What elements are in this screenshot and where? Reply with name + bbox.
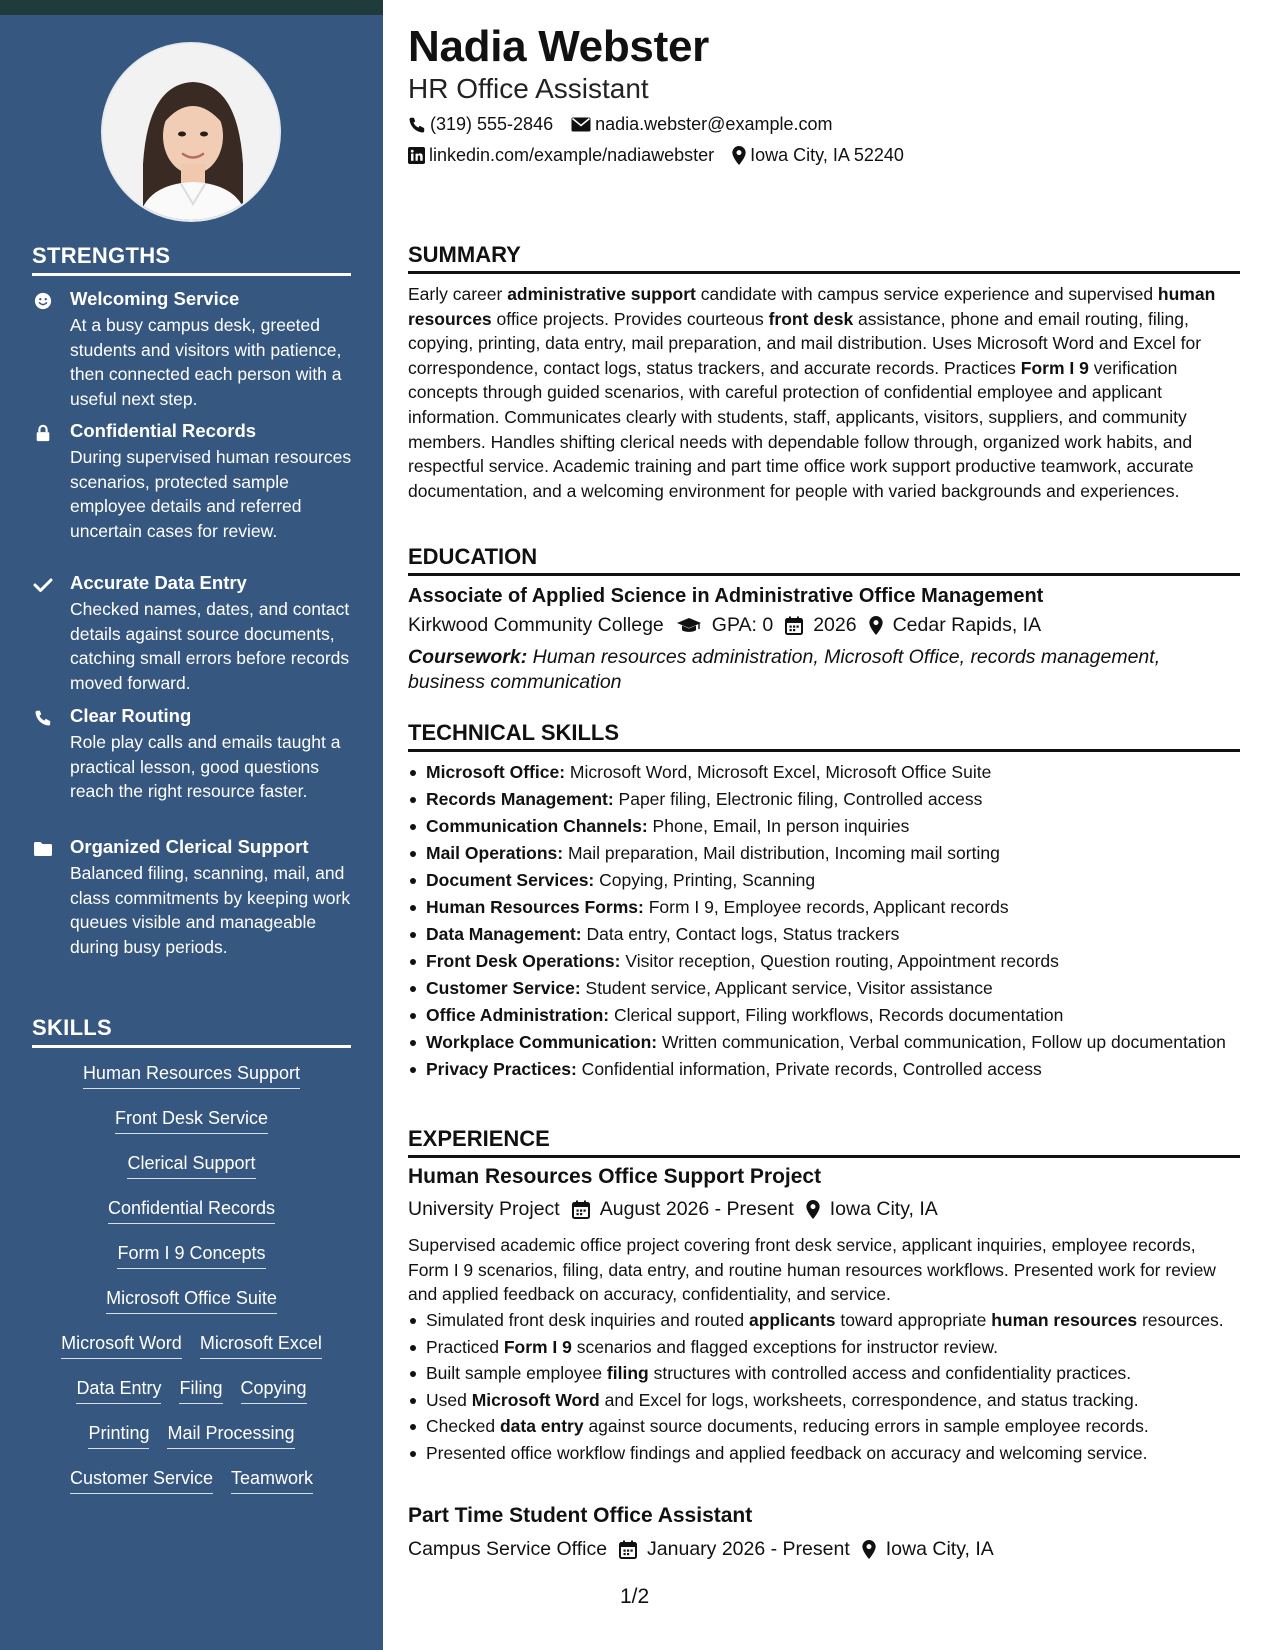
skill-row	[32, 1288, 351, 1314]
coursework-label: Coursework:	[408, 646, 528, 668]
linkedin-icon	[408, 147, 425, 164]
skill-chip: Clerical Support	[127, 1153, 255, 1179]
skill-category: Document Services:	[426, 870, 595, 890]
skill-chip: Human Resources Support	[83, 1063, 300, 1089]
emphasis-text: applicants	[748, 1310, 836, 1330]
calendar-icon	[785, 616, 803, 635]
job-location: Iowa City, IA	[829, 1198, 938, 1220]
skill-values: Copying, Printing, Scanning	[594, 870, 816, 890]
envelope-icon	[571, 117, 591, 132]
emphasis-text: Form I 9	[1020, 357, 1089, 378]
skill-chip: Microsoft Office Suite	[106, 1288, 277, 1314]
text-run: verification concepts through guided scenarios, with careful protection of confidential employee and applicant information. Communicates clearly with students, staff, applicants, visitors, suppliers, and community members. Handles shifting clerical needs with dependable follow through, organized work habits, and respectful service. Academic training and part time office work support productive teamwork, accurate documentation, and a welcoming environment for people with varied backgrounds and experiences.	[408, 357, 1194, 501]
text-run: candidate with campus service experience and supervised	[695, 284, 1158, 304]
text-run: resources.	[1137, 1310, 1224, 1330]
strength-text: Role play calls and emails taught a practical lesson, good questions reach the right resource faster.	[70, 732, 341, 801]
skill-chip: Confidential Records	[108, 1198, 275, 1224]
skill-chip: Mail Processing	[167, 1423, 294, 1449]
text-run: Checked	[426, 1416, 500, 1436]
emphasis-text: data entry	[499, 1416, 584, 1436]
skill-category: Microsoft Office:	[426, 762, 566, 782]
smile-icon	[32, 290, 54, 312]
job-bullets	[408, 1308, 1240, 1467]
skill-row	[32, 1063, 351, 1089]
text-run: Presented office workflow findings and applied feedback on accuracy and welcoming service.	[426, 1442, 1148, 1463]
skill-row	[32, 1333, 351, 1359]
map-pin-icon	[806, 1200, 820, 1219]
technical-skill-item	[408, 922, 1240, 947]
summary-divider	[408, 271, 1240, 274]
skill-category: Records Management:	[426, 789, 614, 809]
experience-heading: EXPERIENCE	[408, 1126, 550, 1151]
technical-skill-item	[408, 1030, 1240, 1055]
technical-skill-item	[408, 976, 1240, 1001]
job-bullet	[408, 1441, 1240, 1466]
education-heading: EDUCATION	[408, 544, 538, 569]
text-run: assistance, phone and email routing, filing, copying, printing, data entry, mail preparation, and mail distribution. Uses Microsoft Word and Excel for correspondence, contact logs, status trackers, and accurate records. Practices	[408, 308, 1202, 378]
skill-chip: Microsoft Word	[61, 1333, 182, 1359]
strengths-divider	[32, 273, 351, 276]
text-run: Built sample employee	[426, 1363, 607, 1383]
skill-chip: Copying	[241, 1378, 307, 1404]
emphasis-text: human resources	[991, 1310, 1138, 1330]
technical-skill-item	[408, 895, 1240, 920]
skill-category: Workplace Communication:	[426, 1032, 658, 1052]
check-icon	[32, 574, 54, 596]
job-meta	[408, 1198, 938, 1221]
technical-skill-item	[408, 868, 1240, 893]
skill-row	[32, 1378, 351, 1404]
technical-skill-item	[408, 814, 1240, 839]
skill-category: Data Management:	[426, 924, 582, 944]
coursework	[408, 645, 1240, 694]
skill-values: Form I 9, Employee records, Applicant records	[643, 897, 1009, 917]
education-divider	[408, 573, 1240, 576]
technical-skill-item	[408, 1003, 1240, 1028]
candidate-name: Nadia Webster	[408, 22, 709, 71]
phone-number: (319) 555-2846	[430, 114, 554, 134]
skill-values: Visitor reception, Question routing, Appointment records	[620, 951, 1059, 971]
strength-text: During supervised human resources scenarios, protected sample employee details and referred uncertain cases for review.	[70, 447, 352, 541]
skill-chip: Data Entry	[76, 1378, 161, 1404]
job-org: Campus Service Office	[408, 1538, 608, 1560]
calendar-icon	[619, 1540, 637, 1559]
skill-chip: Filing	[179, 1378, 222, 1404]
strengths-heading: STRENGTHS	[32, 243, 171, 268]
technical-skill-item	[408, 949, 1240, 974]
job-description: Supervised academic office project covering front desk service, applicant inquiries, employee records, Form I 9 scenarios, filing, data entry, and routine human resources workflows. Presented work for review and applied feedback on accuracy, confidentiality, and service.	[408, 1235, 1216, 1304]
job-bullet	[408, 1308, 1240, 1333]
strength-title: Clear Routing	[70, 705, 192, 726]
job-location: Iowa City, IA	[885, 1538, 994, 1560]
skill-values: Confidential information, Private records, Controlled access	[576, 1059, 1042, 1079]
strength-text: At a busy campus desk, greeted students and visitors with patience, then connected each person with a useful next step.	[70, 315, 342, 409]
skills-divider	[32, 1045, 351, 1048]
summary-text	[408, 282, 1240, 503]
skill-chip: Teamwork	[231, 1468, 313, 1494]
technical-skills-list	[408, 760, 1240, 1084]
job-bullet	[408, 1361, 1240, 1386]
text-run: structures with controlled access and confidentiality practices.	[648, 1363, 1132, 1383]
job-meta	[408, 1538, 994, 1561]
skill-category: Customer Service:	[426, 978, 581, 998]
linkedin-contact[interactable]	[408, 145, 714, 166]
folder-icon	[32, 838, 54, 860]
emphasis-text: administrative support	[507, 284, 696, 304]
skill-category: Mail Operations:	[426, 843, 564, 863]
skill-values: Microsoft Word, Microsoft Excel, Microsoft Office Suite	[565, 762, 992, 782]
skill-category: Front Desk Operations:	[426, 951, 621, 971]
job-bullet	[408, 1388, 1240, 1413]
strength-title: Welcoming Service	[70, 288, 240, 309]
job-title: Part Time Student Office Assistant	[408, 1504, 753, 1527]
skill-category: Privacy Practices:	[426, 1059, 577, 1079]
text-run: against source documents, reducing errors in sample employee records.	[583, 1416, 1149, 1436]
skill-row	[32, 1198, 351, 1224]
skill-values: Student service, Applicant service, Visitor assistance	[580, 978, 993, 998]
job-bullet	[408, 1335, 1240, 1360]
skill-category: Office Administration:	[426, 1005, 610, 1025]
calendar-icon	[572, 1200, 590, 1219]
job-dates: January 2026 - Present	[647, 1538, 850, 1560]
skill-chip: Printing	[88, 1423, 149, 1449]
strength-title: Accurate Data Entry	[70, 572, 247, 593]
text-run: toward appropriate	[835, 1310, 992, 1330]
job-org: University Project	[408, 1198, 560, 1220]
page-number: 1/2	[620, 1585, 650, 1608]
emphasis-text: Microsoft Word	[471, 1389, 600, 1410]
profile-photo	[101, 42, 281, 222]
contact-row	[408, 145, 922, 166]
text-run: Simulated front desk inquiries and routed	[426, 1310, 749, 1330]
summary-heading: SUMMARY	[408, 242, 521, 267]
strength-title: Confidential Records	[70, 420, 257, 441]
text-run: office projects. Provides courteous	[491, 308, 769, 329]
text-run: Early career	[408, 284, 508, 304]
job-bullet	[408, 1414, 1240, 1439]
text-run: Practiced	[426, 1336, 504, 1357]
skill-values: Mail preparation, Mail distribution, Incoming mail sorting	[563, 843, 1000, 863]
skill-row	[32, 1243, 351, 1269]
map-pin-icon	[732, 146, 746, 165]
contact-row	[408, 114, 850, 135]
skill-chip: Front Desk Service	[115, 1108, 268, 1134]
skill-row	[32, 1108, 351, 1134]
text-run: Used	[426, 1389, 472, 1410]
school-name: Kirkwood Community College	[408, 614, 664, 636]
skill-chip: Microsoft Excel	[200, 1333, 322, 1359]
skill-values: Clerical support, Filing workflows, Records documentation	[609, 1005, 1064, 1025]
email-address[interactable]: nadia.webster@example.com	[595, 114, 833, 134]
linkedin-url[interactable]: linkedin.com/example/nadiawebster	[429, 145, 715, 165]
technical-skill-item	[408, 787, 1240, 812]
phone-icon	[32, 707, 54, 729]
map-pin-icon	[869, 616, 883, 635]
job-title: Human Resources Office Support Project	[408, 1165, 822, 1188]
strength-title: Organized Clerical Support	[70, 836, 309, 857]
education-meta	[408, 614, 1041, 637]
skill-values: Written communication, Verbal communication, Follow up documentation	[657, 1032, 1226, 1052]
experience-divider	[408, 1155, 1240, 1158]
emphasis-text: Form I 9	[503, 1336, 572, 1357]
technical-skills-divider	[408, 749, 1240, 752]
technical-skill-item	[408, 1057, 1240, 1082]
map-pin-icon	[862, 1540, 876, 1559]
skill-values: Paper filing, Electronic filing, Controlled access	[613, 789, 983, 809]
text-run: scenarios and flagged exceptions for instructor review.	[571, 1336, 998, 1357]
email-contact[interactable]	[571, 114, 832, 135]
technical-skill-item	[408, 841, 1240, 866]
lock-icon	[32, 422, 54, 444]
skill-values: Phone, Email, In person inquiries	[647, 816, 910, 836]
degree-title: Associate of Applied Science in Administrative Office Management	[408, 585, 1044, 607]
skill-chip: Form I 9 Concepts	[117, 1243, 265, 1269]
skill-category: Human Resources Forms:	[426, 897, 644, 917]
skill-values: Data entry, Contact logs, Status trackers	[581, 924, 900, 944]
top-accent-bar	[0, 0, 383, 15]
skill-row	[32, 1423, 351, 1449]
location-contact	[732, 145, 904, 166]
skill-row	[32, 1468, 351, 1494]
graduation-cap-icon	[676, 617, 702, 635]
skill-row	[32, 1153, 351, 1179]
skills-heading: SKILLS	[32, 1015, 113, 1040]
skill-chip: Customer Service	[70, 1468, 213, 1494]
phone-contact	[408, 114, 553, 135]
text-run: and Excel for logs, worksheets, correspondence, and status tracking.	[599, 1389, 1139, 1410]
job-dates: August 2026 - Present	[599, 1198, 794, 1220]
emphasis-text: human resources	[408, 284, 1216, 329]
phone-icon	[408, 116, 426, 134]
gpa-value: GPA: 0	[711, 614, 774, 636]
sidebar	[0, 15, 383, 1650]
coursework-list: Human resources administration, Microsoft Office, records management, business communication	[408, 646, 1161, 693]
strength-text: Balanced filing, scanning, mail, and class commitments by keeping work queues visible and manageable during busy periods.	[70, 863, 351, 957]
school-location: Cedar Rapids, IA	[892, 614, 1042, 636]
skill-category: Communication Channels:	[426, 816, 648, 836]
emphasis-text: filing	[606, 1363, 649, 1383]
location-text: Iowa City, IA 52240	[750, 145, 904, 165]
technical-skills-heading: TECHNICAL SKILLS	[408, 720, 620, 745]
technical-skill-item	[408, 760, 1240, 785]
strength-text: Checked names, dates, and contact details against source documents, catching small errors before records moved forward.	[70, 599, 350, 693]
candidate-role: HR Office Assistant	[408, 73, 649, 104]
graduation-year: 2026	[813, 614, 857, 636]
emphasis-text: front desk	[768, 308, 854, 329]
